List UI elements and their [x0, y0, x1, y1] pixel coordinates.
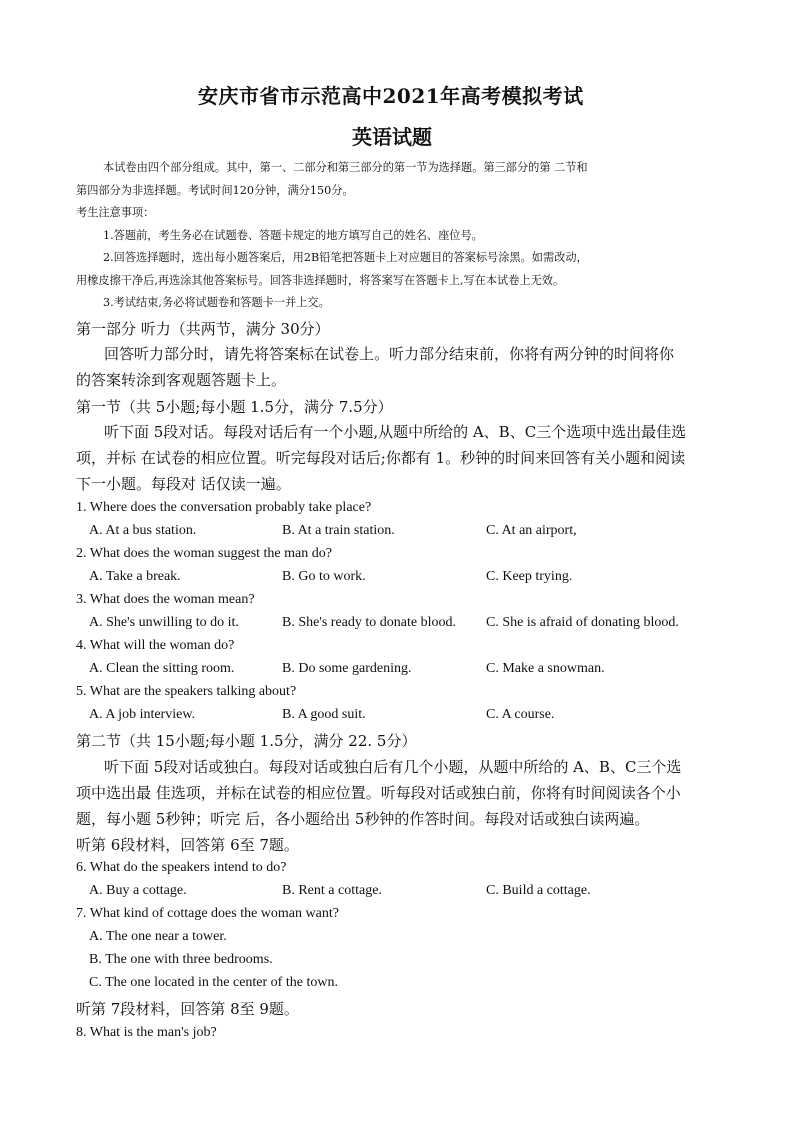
section1-heading: 第一节（共 5小题;每小题 1.5分，满分 7.5分）	[76, 398, 393, 416]
question-5-option-a: A. A job interview.	[89, 707, 196, 722]
question-5-stem: 5. What are the speakers talking about?	[76, 684, 297, 699]
question-1-option-b: B. At a train station.	[282, 523, 395, 538]
question-7-stem: 7. What kind of cottage does the woman want?	[76, 906, 339, 921]
notice-2-line-1: 2.回答选择题时，选出每小题答案后，用2B铅笔把答题卡上对应题目的答案标号涂黑。如需改动，	[103, 251, 588, 264]
question-1-option-c: C. At an airport,	[486, 523, 577, 538]
question-2-option-a: A. Take a break.	[89, 569, 181, 584]
question-1-option-a: A. At a bus station.	[89, 523, 197, 538]
question-6-option-c: C. Build a cottage.	[486, 883, 591, 898]
part1-heading: 第一部分 听力（共两节，满分 30分）	[76, 320, 330, 338]
question-7-option-a: A. The one near a tower.	[89, 929, 227, 944]
question-1-stem: 1. Where does the conversation probably take place?	[76, 500, 372, 515]
question-4-option-a: A. Clean the sitting room.	[89, 661, 235, 676]
question-5-option-c: C. A course.	[486, 707, 555, 722]
question-3-option-b: B. She's ready to donate blood.	[282, 615, 456, 630]
section1-desc-line-2: 项，并标 在试卷的相应位置。听完每段对话后;你都有 1。秒钟的时间来回答有关小题和阅读	[76, 449, 686, 467]
section2-desc-line-3: 题，每小题 5秒钟；听完 后，各小题给出 5秒钟的作答时间。每段对话或独白读两遍。	[76, 810, 650, 828]
question-3-option-c: C. She is afraid of donating blood.	[486, 615, 679, 630]
question-7-option-b: B. The one with three bedrooms.	[89, 952, 273, 967]
material-6-instruction: 听第 6段材料，回答第 6至 7题。	[76, 836, 299, 854]
intro-line-1: 本试卷由四个部分组成。其中，第一、二部分和第三部分的第一节为选择题。第三部分的第 二节和	[103, 161, 588, 174]
notice-3: 3.考试结束,务必将试题卷和答题卡一并上交。	[103, 296, 330, 309]
question-8-stem: 8. What is the man's job?	[76, 1025, 217, 1040]
section2-desc-line-1: 听下面 5段对话或独白。每段对话或独白后有几个小题，从题中所给的 A、B、C三个选	[104, 758, 682, 776]
question-4-option-b: B. Do some gardening.	[282, 661, 412, 676]
part1-desc-line-2: 的答案转涂到客观题答题卡上。	[76, 371, 287, 389]
question-3-option-a: A. She's unwilling to do it.	[89, 615, 239, 630]
part1-desc-line-1: 回答听力部分时，请先将答案标在试卷上。听力部分结束前，你将有两分钟的时间将你	[104, 345, 675, 363]
question-5-option-b: B. A good suit.	[282, 707, 366, 722]
intro-line-2: 第四部分为非选择题。考试时间120分钟，满分150分。	[76, 184, 354, 197]
question-3-stem: 3. What does the woman mean?	[76, 592, 255, 607]
question-4-option-c: C. Make a snowman.	[486, 661, 605, 676]
notice-2-line-2: 用橡皮擦干净后,再选涂其他答案标号。回答非选择题时，将答案写在答题卡上,写在本试卷上无效。	[76, 274, 565, 287]
notice-title: 考生注意事项：	[76, 206, 155, 219]
material-7-instruction: 听第 7段材料，回答第 8至 9题。	[76, 1000, 299, 1018]
question-2-option-b: B. Go to work.	[282, 569, 366, 584]
exam-title: 安庆市省市示范高中2021年高考模拟考试	[198, 84, 584, 108]
question-2-option-c: C. Keep trying.	[486, 569, 573, 584]
question-6-stem: 6. What do the speakers intend to do?	[76, 860, 287, 875]
question-4-stem: 4. What will the woman do?	[76, 638, 235, 653]
section2-desc-line-2: 项中选出最 佳选项，并标在试卷的相应位置。听每段对话或独白前，你将有时间阅读各个小	[76, 784, 681, 802]
section2-heading: 第二节（共 15小题;每小题 1.5分，满分 22. 5分）	[76, 732, 417, 750]
question-6-option-a: A. Buy a cottage.	[89, 883, 187, 898]
question-7-option-c: C. The one located in the center of the town.	[89, 975, 338, 990]
notice-1: 1.答题前，考生务必在试题卷、答题卡规定的地方填写自己的姓名、座位号。	[103, 229, 483, 242]
question-2-stem: 2. What does the woman suggest the man do?	[76, 546, 332, 561]
section1-desc-line-3: 下一小题。每段对 话仅读一遍。	[76, 475, 291, 493]
exam-subject: 英语试题	[352, 125, 432, 149]
question-6-option-b: B. Rent a cottage.	[282, 883, 382, 898]
section1-desc-line-1: 听下面 5段对话。每段对话后有一个小题,从题中所给的 A、B、C三个选项中选出最佳选	[104, 423, 687, 441]
